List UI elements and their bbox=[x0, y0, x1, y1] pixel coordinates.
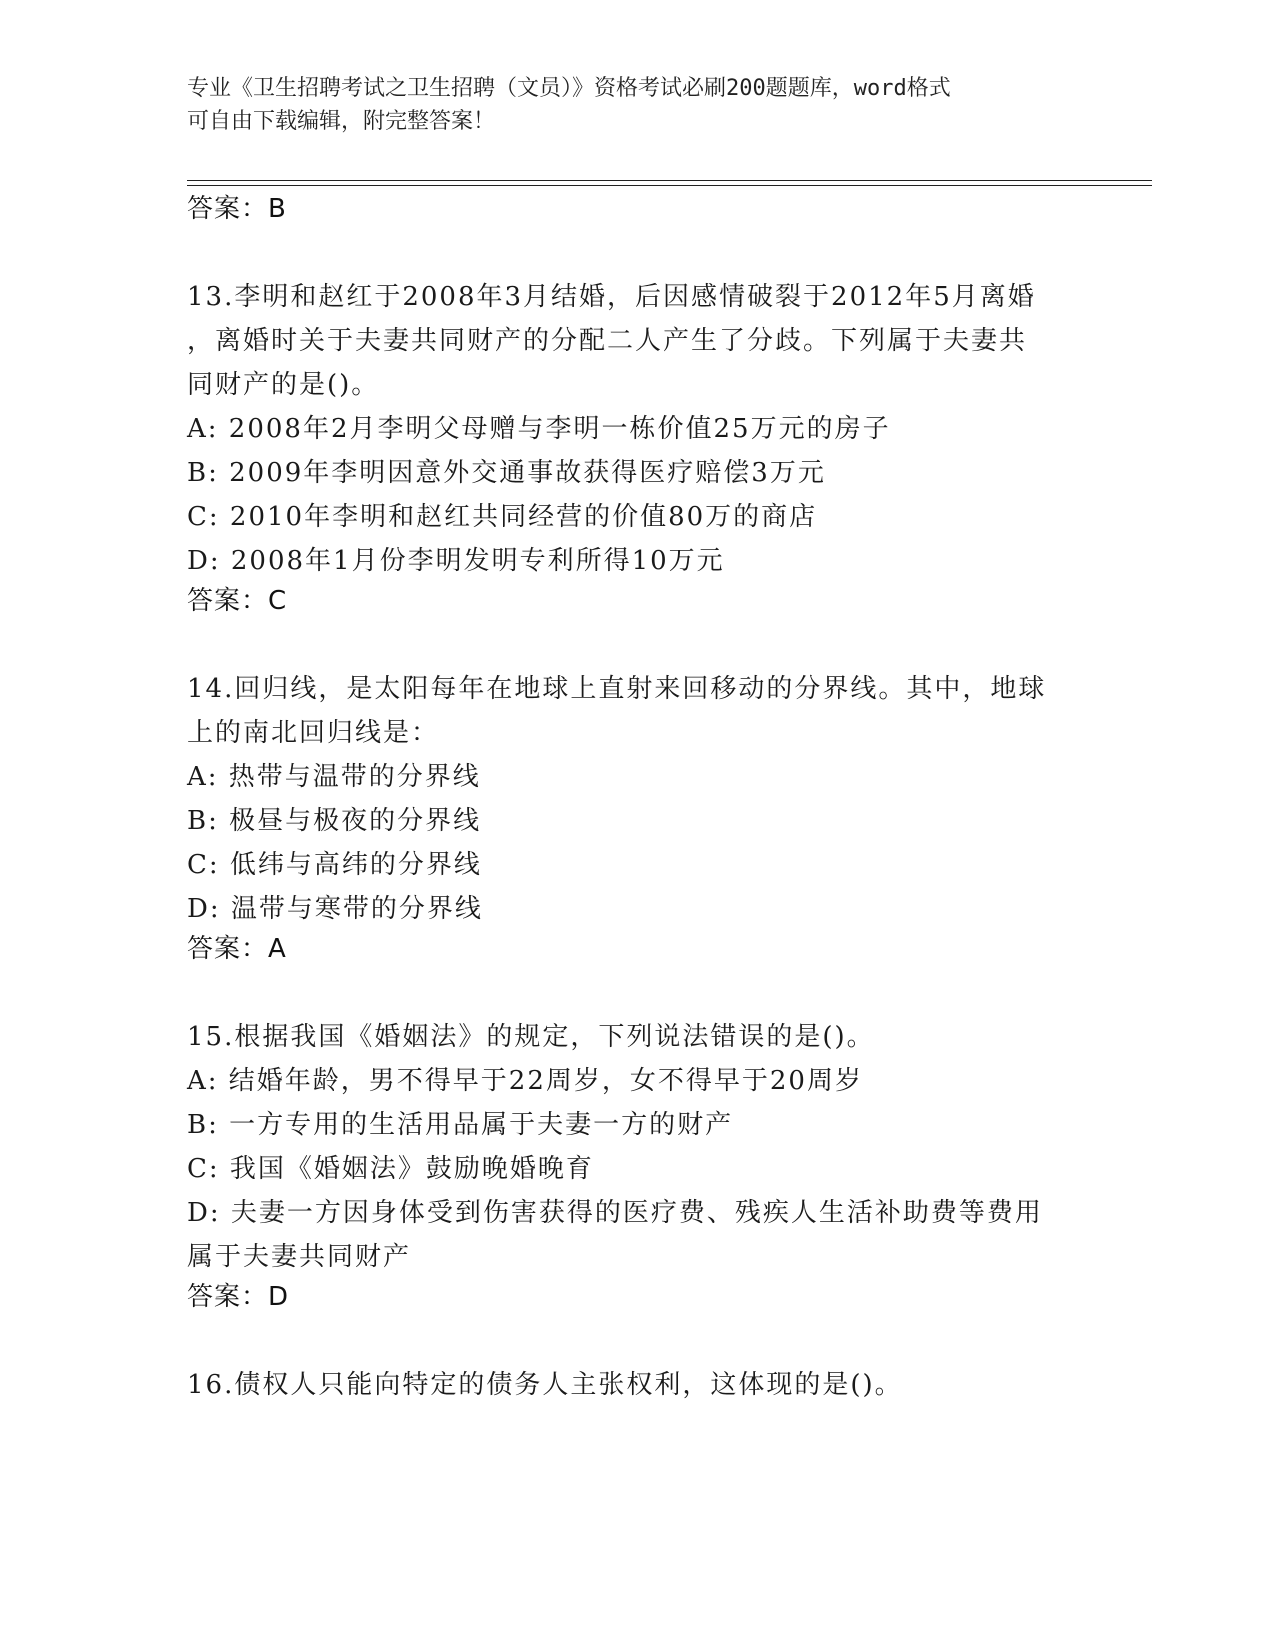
header-divider-bottom bbox=[187, 185, 1152, 186]
option-b: B: 一方专用的生活用品属于夫妻一方的财产 bbox=[187, 1110, 734, 1140]
option-d: D: 夫妻一方因身体受到伤害获得的医疗费、残疾人生活补助费等费用 bbox=[187, 1198, 1043, 1228]
question-stem: ，离婚时关于夫妻共同财产的分配二人产生了分歧。下列属于夫妻共 bbox=[187, 326, 1028, 356]
answer-label: 答案：A bbox=[187, 934, 287, 964]
header-line-1: 专业《卫生招聘考试之卫生招聘（文员）》资格考试必刷200题题库，word格式 bbox=[187, 76, 951, 101]
option-d-continued: 属于夫妻共同财产 bbox=[187, 1242, 412, 1272]
option-c: C: 我国《婚姻法》鼓励晚婚晚育 bbox=[187, 1154, 594, 1184]
option-c: C: 低纬与高纬的分界线 bbox=[187, 850, 482, 880]
question-stem: 同财产的是()。 bbox=[187, 370, 380, 400]
option-a: A: 热带与温带的分界线 bbox=[187, 762, 481, 792]
header-divider-top bbox=[187, 180, 1152, 181]
option-c: C: 2010年李明和赵红共同经营的价值80万的商店 bbox=[187, 502, 818, 532]
answer-label: 答案：B bbox=[187, 194, 287, 224]
option-a: A: 结婚年龄，男不得早于22周岁，女不得早于20周岁 bbox=[187, 1066, 863, 1096]
question-stem: 14.回归线，是太阳每年在地球上直射来回移动的分界线。其中，地球 bbox=[187, 674, 1047, 704]
answer-label: 答案：C bbox=[187, 586, 288, 616]
option-b: B: 极昼与极夜的分界线 bbox=[187, 806, 482, 836]
question-stem: 15.根据我国《婚姻法》的规定，下列说法错误的是()。 bbox=[187, 1022, 875, 1052]
answer-label: 答案：D bbox=[187, 1282, 290, 1312]
header-line-2: 可自由下载编辑，附完整答案！ bbox=[187, 109, 496, 134]
option-a: A: 2008年2月李明父母赠与李明一栋价值25万元的房子 bbox=[187, 414, 891, 444]
question-stem: 13.李明和赵红于2008年3月结婚，后因感情破裂于2012年5月离婚 bbox=[187, 282, 1036, 312]
question-stem: 16.债权人只能向特定的债务人主张权利，这体现的是()。 bbox=[187, 1370, 903, 1400]
option-d: D: 温带与寒带的分界线 bbox=[187, 894, 483, 924]
option-d: D: 2008年1月份李明发明专利所得10万元 bbox=[187, 546, 725, 576]
question-stem: 上的南北回归线是： bbox=[187, 718, 440, 748]
option-b: B: 2009年李明因意外交通事故获得医疗赔偿3万元 bbox=[187, 458, 826, 488]
page-header bbox=[187, 72, 1087, 138]
